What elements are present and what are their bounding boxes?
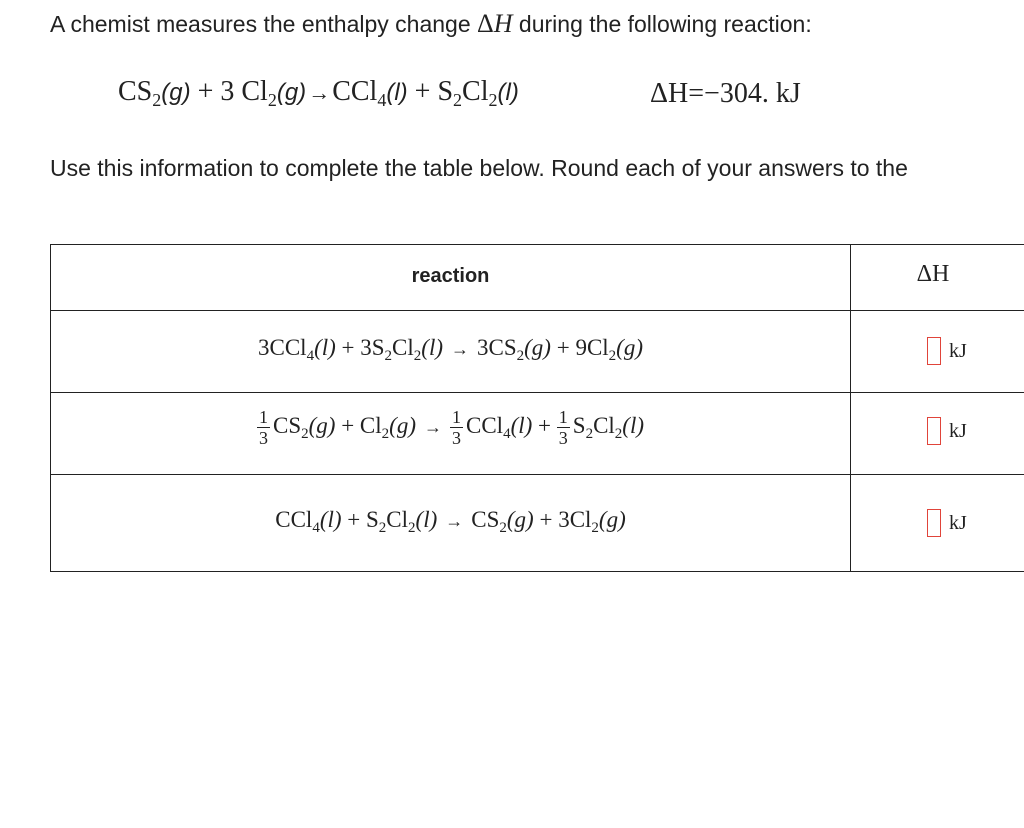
reaction-equation: $3CCl_4(l) + 3S_2Cl_2(l) \to 3CS_2(g) + 9Cl_2(g)$ [257, 335, 643, 364]
answer-cell [927, 337, 967, 365]
reaction-equation: $CCl_4(l) + S_2Cl_2(l) \to CS_2(g) + 3Cl_2(g)$ [275, 507, 626, 536]
given-delta-h: ΔH=−304. kJ [650, 78, 801, 109]
table-row [51, 311, 1024, 393]
fraction: $\frac{1}{3}$ [558, 407, 568, 448]
given-reaction: $CS_2(g) + 3$ $Cl_2(g)\to CCl_4(l) + S_2Cl_2(l)$ [118, 76, 519, 110]
fraction: $\frac{1}{3}$ [258, 407, 268, 448]
table-row [51, 393, 1024, 475]
fraction: $\frac{1}{3}$ [451, 407, 461, 448]
answer-cell [927, 509, 967, 537]
answer-cell [927, 417, 967, 445]
reaction-arrow: → [445, 511, 464, 531]
delta-h-input-2[interactable] [927, 417, 941, 445]
delta-h-input-3[interactable] [927, 509, 941, 537]
reaction-arrow: → [423, 416, 442, 437]
unit-label: kJ [949, 511, 967, 534]
reaction-arrow: → [451, 339, 469, 359]
delta-h-symbol: ΔH [477, 9, 513, 38]
enthalpy-table [50, 244, 1024, 572]
header-delta-h: ΔH [916, 261, 950, 287]
unit-label: kJ [949, 339, 967, 362]
reaction-arrow: → [308, 80, 331, 105]
reaction-equation: $\frac{1}{3}$ $CS_2(g) + Cl_2(g)$ → $\frac{1}{3}$ CCl$_4$(l) + $\frac{1}{3}$ $S_2Cl_2(l)$ [258, 407, 645, 448]
header-reaction: reaction [411, 265, 490, 287]
table-header-row [51, 245, 1024, 311]
delta-h-input-1[interactable] [927, 337, 941, 365]
unit-label: kJ [949, 419, 967, 442]
instructions: Use this information to complete the table below. Round each of your answers to the [50, 155, 908, 181]
table-row [51, 475, 1024, 573]
question-intro: A chemist measures the enthalpy change ΔH during the following reaction: [50, 9, 812, 38]
